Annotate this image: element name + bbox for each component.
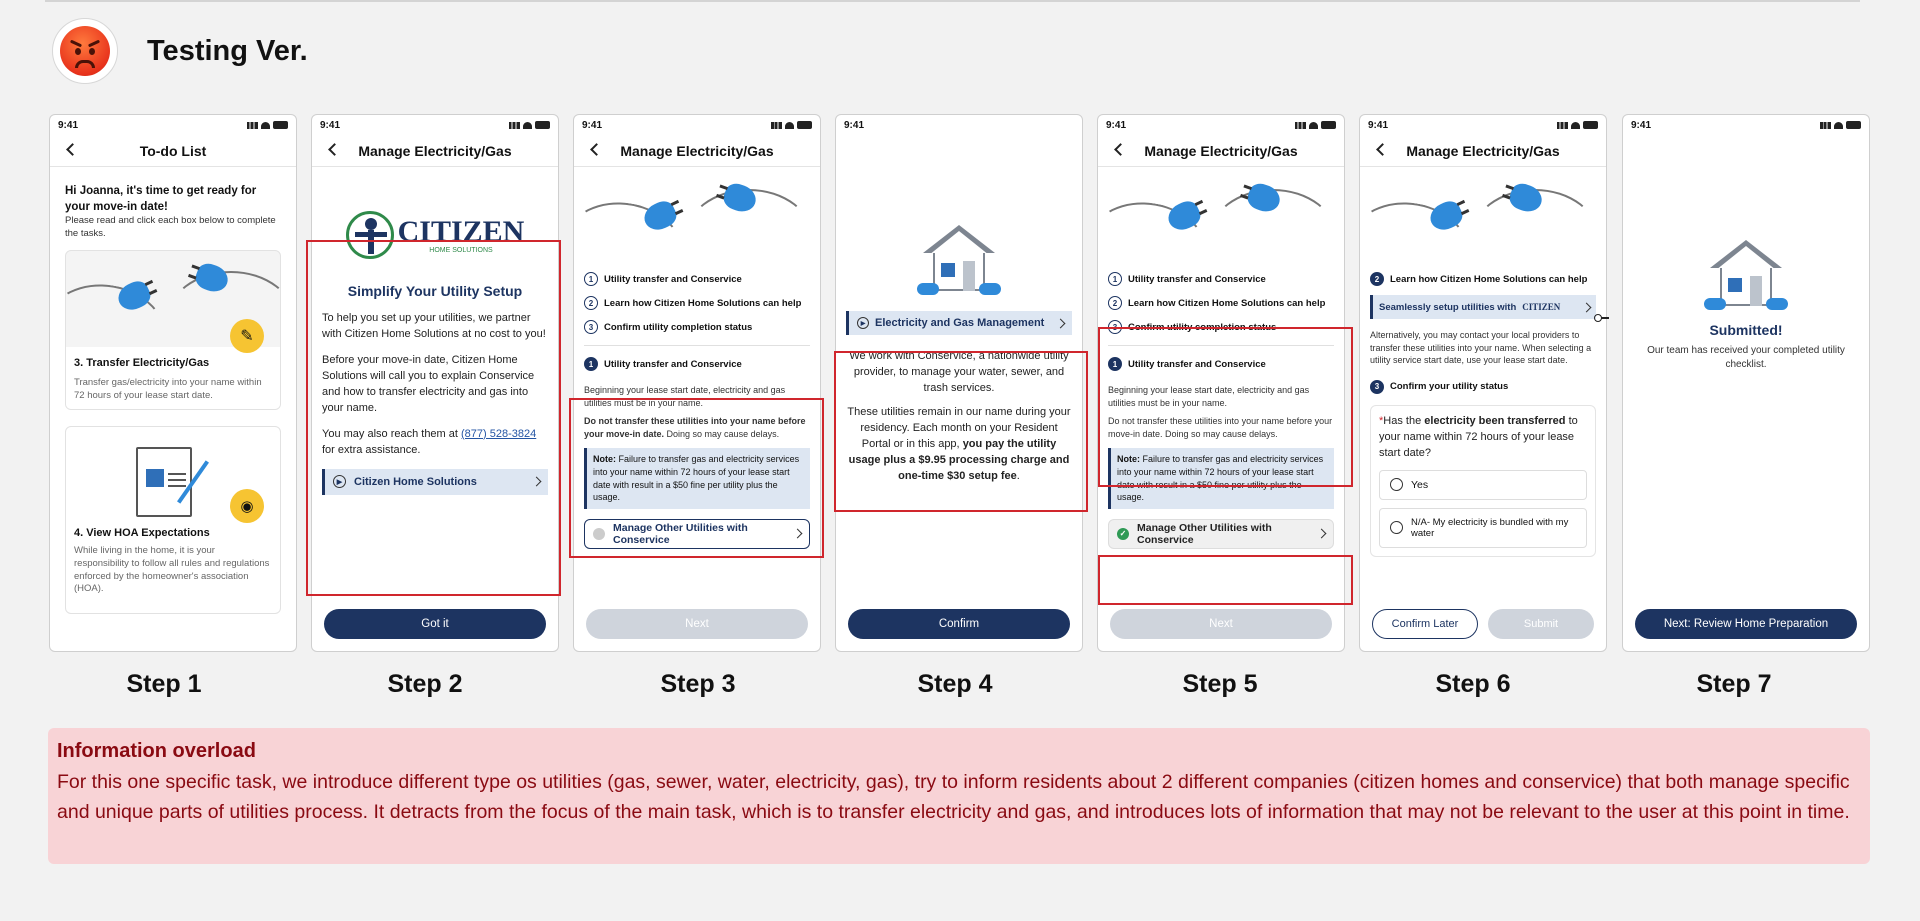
step-label: Step 1 bbox=[126, 670, 202, 698]
radio-na[interactable]: N/A- My electricity is bundled with my water bbox=[1379, 508, 1587, 548]
step-item: 1 Utility transfer and Conservice bbox=[1108, 267, 1334, 291]
screen-1-todo-list bbox=[49, 114, 297, 652]
step-label: Step 4 bbox=[917, 670, 993, 698]
got-it-button[interactable]: Got it bbox=[324, 609, 546, 639]
step-label: Step 6 bbox=[1435, 670, 1511, 698]
status-bar bbox=[1360, 115, 1606, 135]
step-label: Step 2 bbox=[387, 670, 463, 698]
confirm-later-button[interactable]: Confirm Later bbox=[1372, 609, 1478, 639]
card-title: 4. View HOA Expectations bbox=[74, 526, 210, 539]
status-icons bbox=[1820, 121, 1861, 129]
status-time: 9:41 bbox=[844, 119, 865, 131]
status-bar bbox=[836, 115, 1082, 135]
status-icons bbox=[509, 121, 550, 129]
information-overload-box bbox=[48, 728, 1870, 864]
step-label: Step 7 bbox=[1696, 670, 1772, 698]
paragraph-warning: Do not transfer these utilities into your name before your move-in date. Doing so may cause delays. bbox=[584, 416, 806, 439]
status-bar bbox=[1098, 115, 1344, 135]
alternative-paragraph: Alternatively, you may contact your local providers to transfer these utilities into your name. When selecting a utility service start date, use your lease start date. bbox=[1370, 330, 1592, 366]
status-icons bbox=[1557, 121, 1598, 129]
screen-3-utility-transfer bbox=[573, 114, 821, 652]
house-icon bbox=[1706, 240, 1786, 310]
note-box: Note: Failure to transfer gas and electricity services into your name within 72 hours of your lease start date with result in a $50 fine per utility plus the usage. bbox=[1108, 448, 1334, 508]
status-time: 9:41 bbox=[58, 119, 79, 131]
screen-title: To-do List bbox=[139, 142, 207, 159]
next-button[interactable]: Next bbox=[586, 609, 808, 639]
nav-bar bbox=[574, 135, 820, 167]
screen-2-citizen-intro bbox=[311, 114, 559, 652]
status-bar bbox=[50, 115, 296, 135]
plug-illustration bbox=[584, 167, 810, 267]
radio-circle bbox=[1390, 478, 1403, 491]
pencil-icon[interactable]: ✎ bbox=[230, 319, 264, 353]
conservice-paragraph: We work with Conservice, a nationwide utility provider, to manage your water, sewer, and trash services. bbox=[849, 350, 1069, 394]
eye-icon[interactable]: ◉ bbox=[230, 489, 264, 523]
note-box: Note: Failure to transfer gas and electricity services into your name within 72 hours of your lease start date with result in a $50 fine per utility plus the usage. bbox=[584, 448, 810, 508]
page-header bbox=[52, 18, 308, 84]
screen-title: Manage Electricity/Gas bbox=[620, 142, 774, 159]
contact-suffix: for extra assistance. bbox=[322, 443, 421, 456]
step-item: 2 Learn how Citizen Home Solutions can help bbox=[584, 291, 810, 315]
paragraph-partner: To help you set up your utilities, we partner with Citizen Home Solutions at no cost to you! bbox=[322, 312, 546, 340]
citizen-link[interactable] bbox=[322, 469, 548, 495]
status-bar bbox=[574, 115, 820, 135]
card-title: 3. Transfer Electricity/Gas bbox=[74, 356, 210, 369]
back-icon[interactable] bbox=[1376, 143, 1389, 156]
status-time: 9:41 bbox=[582, 119, 603, 131]
step-item: 3 Confirm utility completion status bbox=[1108, 315, 1334, 339]
step-item: 3 Confirm utility completion status bbox=[584, 315, 810, 339]
citizen-logo-icon bbox=[346, 211, 394, 259]
chevron-right-icon bbox=[1582, 302, 1592, 312]
task-card-transfer[interactable] bbox=[65, 250, 281, 410]
screen-title: Manage Electricity/Gas bbox=[1406, 142, 1560, 159]
document-illustration bbox=[66, 427, 280, 527]
next-review-button[interactable]: Next: Review Home Preparation bbox=[1635, 609, 1857, 639]
status-bar bbox=[1623, 115, 1869, 135]
section-header: 1 Utility transfer and Conservice bbox=[1108, 352, 1334, 376]
fee-paragraph: These utilities remain in our name during your residency. Each month on your Resident Portal or in this app, you pay the utility usage plus a $9.95 processing charge and one-time $30 setup fee. bbox=[847, 405, 1071, 482]
play-icon: ▶ bbox=[857, 317, 869, 329]
screen-7-submitted bbox=[1622, 114, 1870, 652]
info-body: For this one specific task, we introduce different type os utilities (gas, sewer, water, electricity, gas), try to inform residents about 2 different companies (citizen homes and conservice) that both manage specific and unique parts of utilities process. It detracts from the focus of the main task, which is to transfer electricity and gas, and introduces lots of information that may not be relevant to the user at this point in time. bbox=[57, 771, 1850, 823]
screen-5-utility-transfer bbox=[1097, 114, 1345, 652]
submitted-desc: Our team has received your completed utility checklist. bbox=[1647, 345, 1845, 370]
confirm-button[interactable]: Confirm bbox=[848, 609, 1070, 639]
submitted-heading: Submitted! bbox=[1709, 322, 1783, 338]
status-time: 9:41 bbox=[320, 119, 341, 131]
back-icon[interactable] bbox=[1114, 143, 1127, 156]
task-card-hoa[interactable] bbox=[65, 426, 281, 614]
submit-button[interactable]: Submit bbox=[1488, 609, 1594, 639]
info-title: Information overload bbox=[57, 740, 256, 762]
screen-title: Manage Electricity/Gas bbox=[358, 142, 512, 159]
nav-bar bbox=[1360, 135, 1606, 167]
back-icon[interactable] bbox=[66, 143, 79, 156]
section-header: 3 Confirm your utility status bbox=[1370, 375, 1596, 399]
status-time: 9:41 bbox=[1368, 119, 1389, 131]
key-icon-line bbox=[1601, 317, 1609, 319]
chevron-right-icon bbox=[1317, 529, 1327, 539]
page-title: Testing Ver. bbox=[147, 34, 308, 67]
paragraph-warning: Do not transfer these utilities into your name before your move-in date. Doing so may cause delays. bbox=[1108, 416, 1333, 439]
card-desc: Transfer gas/electricity into your name within 72 hours of your lease start date. bbox=[74, 376, 262, 401]
contact-prefix: You may also reach them at bbox=[322, 427, 458, 440]
heading: Simplify Your Utility Setup bbox=[347, 283, 523, 299]
electricity-gas-link[interactable]: ▶ Electricity and Gas Management bbox=[846, 311, 1072, 335]
nav-bar bbox=[312, 135, 558, 167]
status-icons bbox=[247, 121, 288, 129]
status-time: 9:41 bbox=[1106, 119, 1127, 131]
next-button[interactable]: Next bbox=[1110, 609, 1332, 639]
chevron-right-icon bbox=[793, 529, 803, 539]
plug-illustration bbox=[1370, 167, 1596, 267]
logo-subtext: HOME SOLUTIONS bbox=[429, 246, 493, 254]
screen-title: Manage Electricity/Gas bbox=[1144, 142, 1298, 159]
plug-illustration bbox=[1108, 167, 1334, 267]
nav-bar bbox=[50, 135, 296, 167]
paragraph-move-in: Before your move-in date, Citizen Home Solutions will call you to explain Conservice and how to transfer electricity and gas into your name. bbox=[322, 353, 535, 414]
citizen-logo-small: CITIZEN bbox=[1522, 302, 1561, 312]
paragraph-contact bbox=[322, 427, 548, 459]
check-icon: ✓ bbox=[1117, 528, 1129, 540]
card-desc: While living in the home, it is your responsibility to follow all rules and regulations enforced by the homeowner's association (HOA). bbox=[74, 544, 270, 595]
status-icons bbox=[771, 121, 812, 129]
step-label: Step 3 bbox=[660, 670, 736, 698]
status-time: 9:41 bbox=[1631, 119, 1652, 131]
chevron-right-icon bbox=[1056, 318, 1066, 328]
top-divider bbox=[45, 0, 1860, 2]
citizen-logo bbox=[322, 211, 548, 259]
paragraph: Beginning your lease start date, electricity and gas utilities must be in your name. bbox=[584, 385, 786, 408]
section-header: 2 Learn how Citizen Home Solutions can help bbox=[1370, 267, 1596, 291]
back-icon[interactable] bbox=[328, 143, 341, 156]
citizen-setup-link[interactable]: Seamlessly setup utilities with CITIZEN bbox=[1370, 295, 1596, 319]
screen-4-conservice-modal bbox=[835, 114, 1083, 652]
step-item: 1 Utility transfer and Conservice bbox=[584, 267, 810, 291]
nav-bar bbox=[1098, 135, 1344, 167]
greeting: Hi Joanna, it's time to get ready for your move-in date! bbox=[65, 185, 257, 214]
play-icon: ▶ bbox=[333, 475, 346, 488]
step-label: Step 5 bbox=[1182, 670, 1258, 698]
house-icon bbox=[919, 225, 999, 295]
section-header: 1 Utility transfer and Conservice bbox=[584, 352, 810, 376]
status-icons bbox=[1295, 121, 1336, 129]
question: *Has the electricity been transferred to your name within 72 hours of your lease start date? bbox=[1379, 414, 1578, 459]
paragraph: Beginning your lease start date, electricity and gas utilities must be in your name. bbox=[1108, 385, 1310, 408]
radio-circle bbox=[1390, 521, 1403, 534]
logo-text: CITIZEN bbox=[397, 214, 525, 248]
status-bar bbox=[312, 115, 558, 135]
conservice-link[interactable]: Manage Other Utilities with Conservice bbox=[584, 519, 810, 549]
screen-6-confirm-status bbox=[1359, 114, 1607, 652]
phone-link[interactable]: (877) 528-3824 bbox=[461, 427, 537, 440]
angry-face-icon bbox=[52, 18, 118, 84]
step-item: 2 Learn how Citizen Home Solutions can help bbox=[1108, 291, 1334, 315]
link-label: Citizen Home Solutions bbox=[354, 475, 477, 488]
plug-illustration bbox=[66, 251, 280, 347]
radio-yes[interactable]: Yes bbox=[1379, 470, 1587, 500]
instruction: Please read and click each box below to complete the tasks. bbox=[65, 215, 276, 239]
back-icon[interactable] bbox=[590, 143, 603, 156]
conservice-link[interactable]: ✓ Manage Other Utilities with Conservice bbox=[1108, 519, 1334, 549]
chevron-right-icon bbox=[532, 477, 542, 487]
document-icon bbox=[136, 447, 192, 517]
